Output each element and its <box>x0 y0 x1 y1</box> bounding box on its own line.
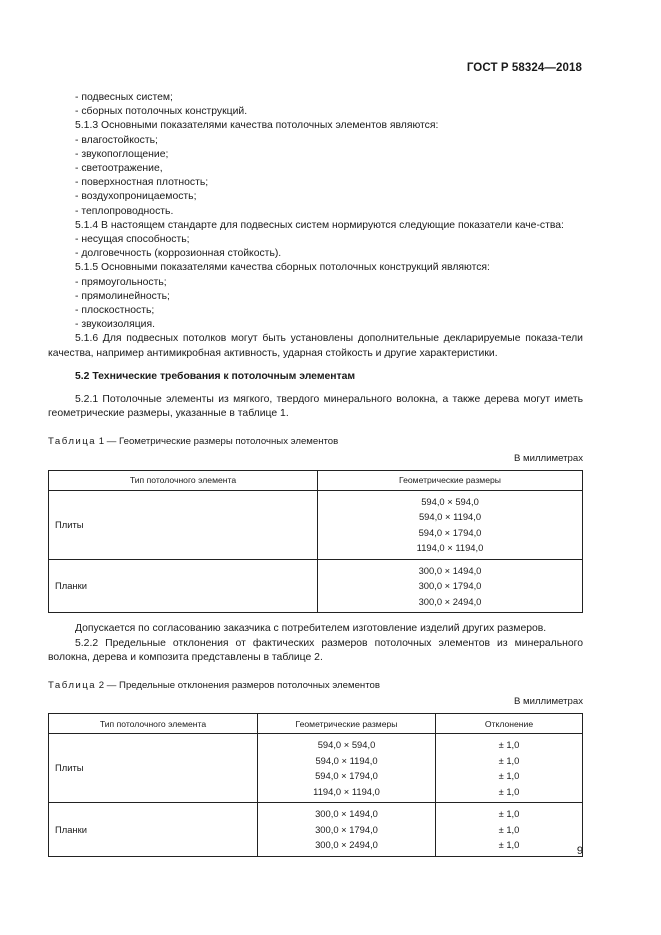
deviation-cell <box>436 803 583 857</box>
size-value: 300,0 × 2494,0 <box>315 839 378 851</box>
size-value: 1194,0 × 1194,0 <box>416 542 484 554</box>
section-title-5-2: 5.2 Технические требования к потолочным элементам <box>75 370 356 382</box>
paragraph-allowed-sizes: Допускается по согласованию заказчика с потребителем изготовление изделий других размеров. <box>75 623 547 635</box>
table-row <box>49 559 583 613</box>
list-item: - сборных потолочных конструкций. <box>75 106 248 118</box>
table-2-units: В миллиметрах <box>513 696 583 708</box>
paragraph-5-1-5: 5.1.5 Основными показателями качества сборных потолочных конструкций являются: <box>75 262 490 274</box>
list-item: - прямоугольность; <box>75 276 167 288</box>
paragraph-5-1-6: 5.1.6 Для подвесных потолков могут быть установлены дополнительные декларируемые показа-тели качества, например антимикробная активность, ударная стойкость и другие характеристики. <box>48 333 583 359</box>
table-2-caption <box>48 679 583 693</box>
table-2 <box>48 713 583 857</box>
table-caption-text: 2 — Предельные отклонения размеров потолочных элементов <box>96 679 380 691</box>
table-caption-text: 1 — Геометрические размеры потолочных элементов <box>96 436 339 448</box>
column-header: Отклонение <box>436 714 583 734</box>
size-value: 300,0 × 1494,0 <box>315 808 378 820</box>
deviation-value: ± 1,0 <box>498 739 520 751</box>
table-header-row <box>49 470 583 490</box>
list-assembly-indicators <box>48 276 583 333</box>
element-type-cell: Плиты <box>49 490 318 559</box>
list-item: - светоотражение, <box>75 163 163 175</box>
table-caption-word: Таблица <box>48 436 97 448</box>
deviation-value: ± 1,0 <box>498 823 520 835</box>
table-1-units: В миллиметрах <box>513 452 583 464</box>
size-value: 594,0 × 1794,0 <box>418 526 482 538</box>
list-item: - прямолинейность; <box>75 290 170 302</box>
table-row <box>49 803 583 857</box>
column-header: Геометрические размеры <box>318 470 583 490</box>
list-item: - несущая способность; <box>75 234 190 246</box>
list-suspension-indicators <box>48 233 583 261</box>
page-number: 9 <box>576 845 583 857</box>
deviation-value: ± 1,0 <box>498 839 520 851</box>
list-item: - долговечность (коррозионная стойкость). <box>75 248 282 260</box>
deviation-value: ± 1,0 <box>498 785 520 797</box>
list-item: - подвесных систем; <box>75 92 173 103</box>
table-row <box>49 734 583 803</box>
list-item: - влагостойкость; <box>75 134 158 146</box>
list-quality-indicators <box>48 134 583 219</box>
table-caption-word: Таблица <box>48 679 97 691</box>
table-1-caption <box>48 435 583 449</box>
size-value: 300,0 × 1494,0 <box>418 564 482 576</box>
element-type-cell: Плиты <box>49 734 258 803</box>
list-item: - поверхностная плотность; <box>75 177 209 189</box>
document-body <box>48 91 583 857</box>
list-item: - плоскостность; <box>75 305 155 317</box>
list-item: - звукоизоляция. <box>75 319 155 331</box>
table-row <box>49 490 583 559</box>
column-header: Тип потолочного элемента <box>49 714 258 734</box>
sizes-cell <box>318 490 583 559</box>
deviation-cell <box>436 734 583 803</box>
deviation-value: ± 1,0 <box>498 808 520 820</box>
document-code-header: ГОСТ Р 58324—2018 <box>466 62 582 74</box>
size-value: 300,0 × 1794,0 <box>315 823 378 835</box>
column-header: Геометрические размеры <box>258 714 436 734</box>
paragraph-5-2-2: 5.2.2 Предельные отклонения от фактических размеров потолочных элементов из минерального волокна, дерева и композита представлены в таблице 2. <box>48 637 583 663</box>
size-value: 1194,0 × 1194,0 <box>313 785 380 797</box>
element-type-cell: Планки <box>49 803 258 857</box>
size-value: 594,0 × 594,0 <box>421 495 479 507</box>
sizes-cell <box>258 734 436 803</box>
paragraph-5-2-1: 5.2.1 Потолочные элементы из мягкого, твердого минерального волокна, а также дерева могут иметь геометрические размеры, указанные в таблице 1. <box>48 394 583 420</box>
deviation-value: ± 1,0 <box>498 754 520 766</box>
size-value: 594,0 × 1194,0 <box>315 754 378 766</box>
size-value: 594,0 × 1794,0 <box>315 770 378 782</box>
size-value: 300,0 × 2494,0 <box>418 595 482 607</box>
paragraph-5-1-3: 5.1.3 Основными показателями качества потолочных элементов являются: <box>75 120 439 132</box>
column-header: Тип потолочного элемента <box>49 470 318 490</box>
sizes-cell <box>258 803 436 857</box>
paragraph-5-1-4: 5.1.4 В настоящем стандарте для подвесных систем нормируются следующие показатели каче-ства: <box>75 219 564 231</box>
list-item: - теплопроводность. <box>75 205 174 217</box>
table-header-row <box>49 714 583 734</box>
list-item: - звукопоглощение; <box>75 148 169 160</box>
size-value: 594,0 × 594,0 <box>317 739 376 751</box>
table-1 <box>48 470 583 614</box>
list-item: - воздухопроницаемость; <box>75 191 197 203</box>
list-systems <box>48 91 583 119</box>
sizes-cell <box>318 559 583 613</box>
size-value: 594,0 × 1194,0 <box>418 511 482 523</box>
deviation-value: ± 1,0 <box>498 770 520 782</box>
element-type-cell: Планки <box>49 559 318 613</box>
size-value: 300,0 × 1794,0 <box>418 580 482 592</box>
